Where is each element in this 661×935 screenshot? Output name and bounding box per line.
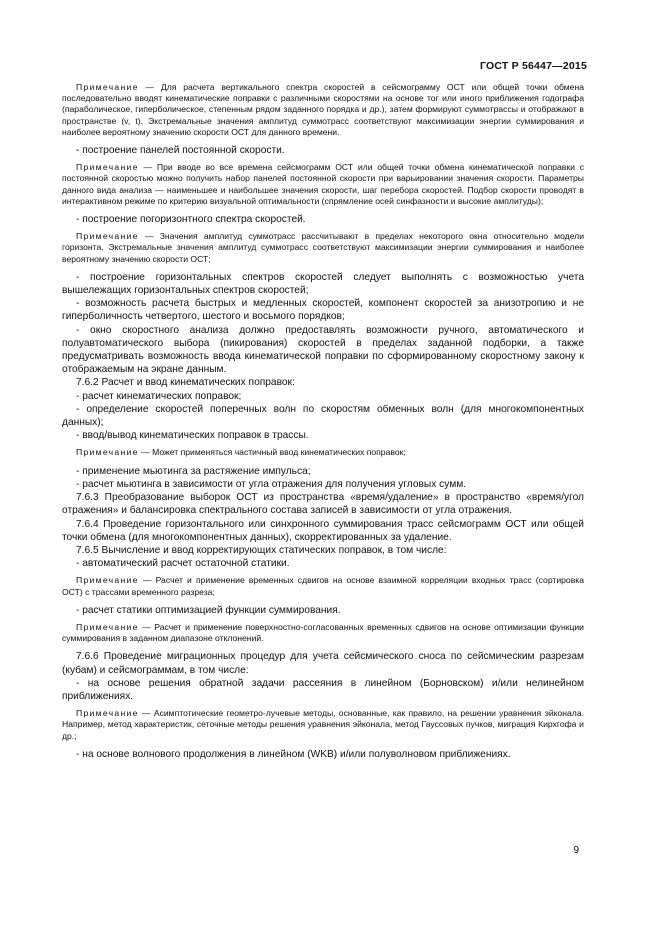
note-label: Примечание (76, 621, 139, 632)
note-label: Примечание (76, 231, 139, 242)
note-text: — При вводе во все времена сейсмограмм ОСТ или общей точки обмена кинематической поправки с постоянной скоростью можно получить набор панелей постоянной скорости при варьировании значения скорости. Параметры данного вида анализа — наименьшее и наибольшее значения скорости, шаг перебора скоростей. Подбор скорости проводят в интерактивном режиме по критерию визуальной оптимальности (спрямление осей синфазности и высокие амплитуды); (62, 162, 584, 206)
note-text: — Асимптотические геометро-лучевые методы, основанные, как правило, на решении уравнения эйконала. Например, метод характеристик, сеточные методы решения уравнения эйконала, метод Гауссовых пучков, миграция Кирхгофа и др.; (62, 708, 584, 741)
document-standard-number: ГОСТ Р 56447—2015 (479, 60, 587, 72)
note-label: Примечание (76, 82, 139, 92)
note-label: Примечание (76, 575, 139, 586)
note-text: — Для расчета вертикального спектра скоростей в сейсмограмму ОСТ или общей точки обмена последовательно вводят кинематические поправки с различными скоростями на основе тог или иного приближения годографа (параболическое, гиперболическое, степенным рядом заданного порядка и др.), затем формируют суммотрассы и отображают в пространстве (v, t). Экстремальные значения амплитуд суммотрасс соответствуют максимизации энергии суммирования и наиболее вероятному значению скорости ОСТ для данного времени. (62, 82, 584, 137)
note-label: Примечание (76, 708, 139, 719)
note-paragraph (62, 447, 584, 458)
list-item: - ввод/вывод кинематических поправок в трассы. (76, 430, 309, 442)
note-text: — Расчет и применение поверхностно-согласованных временных сдвигов на основе оптимизации функции суммирования в заданном диапазоне отклонений. (62, 621, 584, 644)
note-label: Примечание (76, 447, 139, 458)
note-paragraph (62, 575, 584, 597)
list-item: - возможность расчета быстрых и медленных скоростей, компонент скоростей за анизотропию и не гиперболичность четвертого, шестого и восьмого порядков; (62, 298, 584, 323)
list-item: - применение мьютинга за растяжение импульса; (76, 465, 311, 477)
note-paragraph (62, 708, 584, 742)
list-item: - построение горизонтальных спектров скоростей следует выполнять с возможностью учета вышележащих горизонтальных спектров скоростей; (62, 271, 584, 297)
list-item: - на основе волнового продолжения в линейном (WKB) и/или полуволновом приближениях. (76, 748, 511, 760)
list-item: - расчет кинематических поправок; (76, 390, 242, 402)
section-heading: 7.6.6 Проведение миграционных процедур для учета сейсмического сноса по сейсмическим разрезам (кубам) и сейсмограммам, в том числе: (62, 651, 584, 676)
document-body (62, 82, 584, 761)
section-heading: 7.6.2 Расчет и ввод кинематических поправок: (76, 377, 295, 389)
list-item: - окно скоростного анализа должно предоставлять возможности ручного, автоматического и полуавтоматического выбора (пикирования) скоростей в пределах заданной подборки, а также предусматривать возможность ввода кинематической поправки по сформированному скоростному закону к отображаемым на экране данным. (62, 324, 584, 376)
page-number: 9 (573, 845, 579, 856)
list-item: - расчет мьютинга в зависимости от угла отражения для получения угловых сумм. (76, 478, 467, 490)
list-item: - построение панелей постоянной скорости. (76, 145, 285, 157)
list-item: - на основе решения обратной задачи рассеяния в линейном (Борновском) и/или нелинейном приближениях. (62, 677, 584, 702)
list-item: - автоматический расчет остаточной статики. (76, 558, 290, 570)
note-text: — Может применяться частичный ввод кинематических поправок; (138, 447, 406, 458)
note-text: — Расчет и применение временных сдвигов на основе взаимной корреляции входных трасс (сортировка ОСТ) с трассами временного разреза; (62, 575, 584, 597)
note-paragraph (62, 82, 584, 138)
note-text: — Значения амплитуд суммотрасс рассчитывают в пределах некоторого окна относительно модели горизонта. Экстремальные значения амплитуд суммотрасс соответствуют максимизации энергии суммирования и наиболее вероятному значению скорости ОСТ; (62, 231, 584, 264)
note-paragraph (62, 162, 584, 207)
note-paragraph (62, 231, 584, 265)
note-label: Примечание (76, 162, 139, 173)
section-heading: 7.6.5 Вычисление и ввод корректирующих статических поправок, в том числе: (76, 544, 447, 556)
list-item: - определение скоростей поперечных волн по скоростям обменных волн (для многокомпонентных данных); (62, 403, 584, 429)
note-paragraph (62, 622, 584, 644)
list-item: - расчет статики оптимизацией функции суммирования. (76, 604, 341, 616)
section-paragraph: 7.6.4 Проведение горизонтального или синхронного суммирования трасс сейсмограмм ОСТ или общей точки обмена (для многокомпонентных данных), скорректированных за удаление. (62, 518, 584, 543)
section-paragraph: 7.6.3 Преобразование выборок ОСТ из пространства «время/удаление» в пространство «время/угол отражения» и балансировка спектрального состава записей в зависимости от угла отражения. (62, 492, 584, 517)
list-item: - построение погоризонтного спектра скоростей. (76, 214, 306, 226)
